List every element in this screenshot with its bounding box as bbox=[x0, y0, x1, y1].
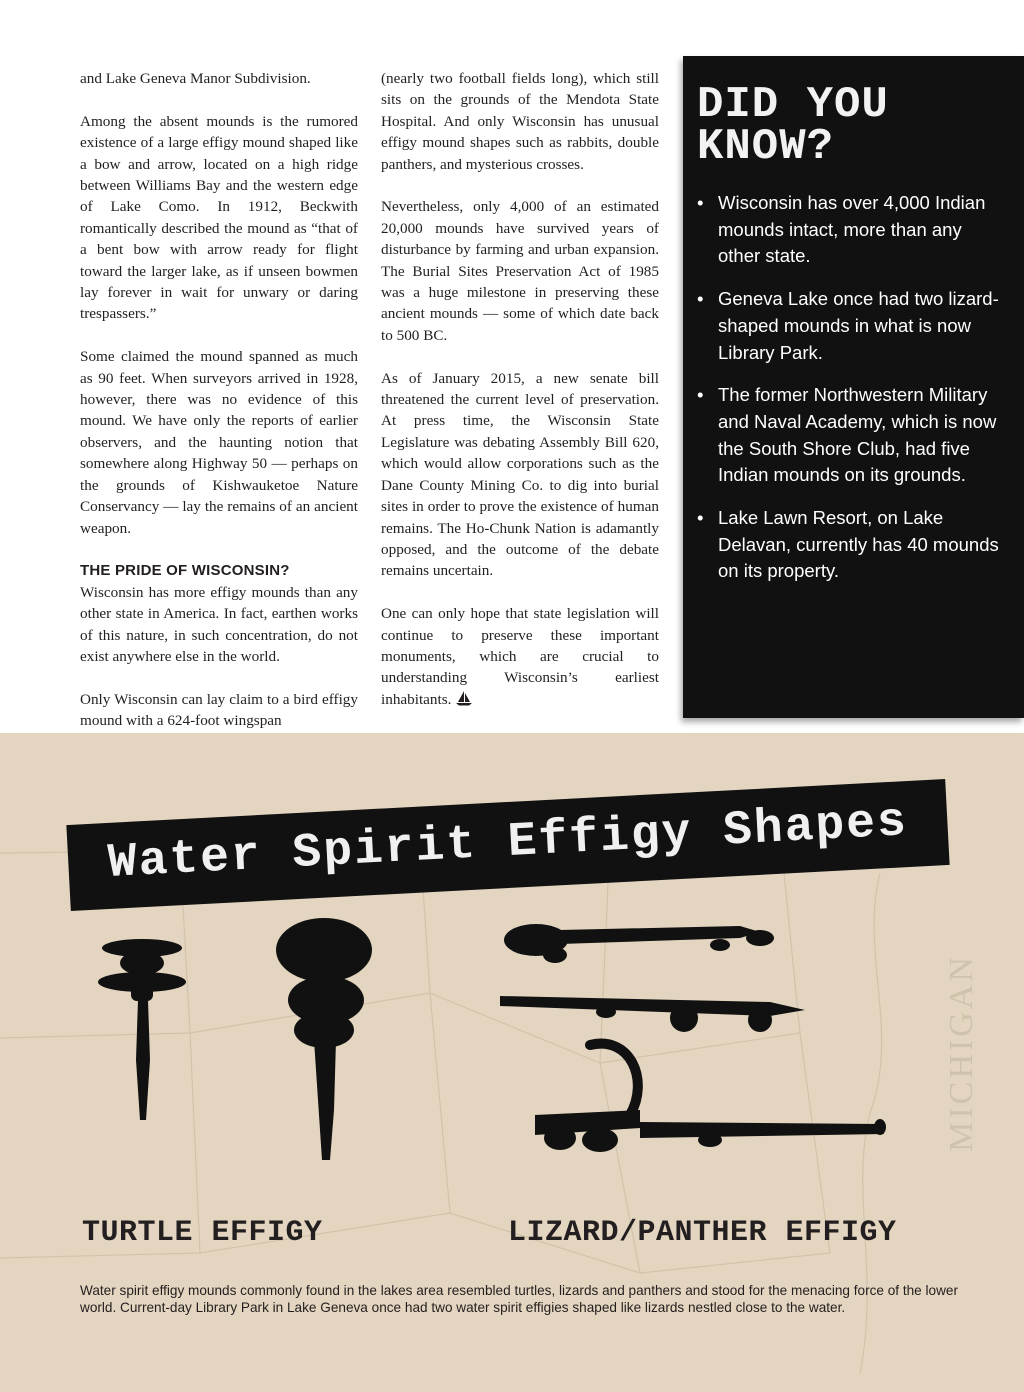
col2-paragraph-1: (nearly two football fields long), which still sits on the grounds of the Mendota State Hospital. And only Wisconsin has unusual effigy mound shapes such as rabbits, double panthers, and mysterious crosses. bbox=[381, 70, 659, 173]
bullet-glyph: • bbox=[697, 288, 704, 310]
fact-text: Wisconsin has over 4,000 Indian mounds intact, more than any other state. bbox=[718, 192, 986, 267]
fact-text: Lake Lawn Resort, on Lake Delavan, currently has 40 mounds on its property. bbox=[718, 507, 999, 582]
fact-text: The former Northwestern Military and Naval Academy, which is now the South Shore Club, had five Indian mounds on its grounds. bbox=[718, 384, 997, 486]
turtle-effigy-shape-1 bbox=[98, 939, 186, 1120]
bullet-glyph: • bbox=[697, 384, 704, 406]
lizard-effigy-shape-2 bbox=[500, 996, 805, 1032]
turtle-effigy-shape-2 bbox=[276, 918, 372, 1160]
title-line-2: KNOW? bbox=[697, 122, 835, 172]
lizard-effigy-shape-3 bbox=[640, 1119, 886, 1147]
fact-text: Geneva Lake once had two lizard-shaped mounds in what is now Library Park. bbox=[718, 288, 999, 363]
bullet-glyph: • bbox=[697, 192, 704, 213]
col1-paragraph-1: and Lake Geneva Manor Subdivision. bbox=[80, 70, 311, 87]
col2-paragraph-3: As of January 2015, a new senate bill threatened the current level of preservation. At press time, the Wisconsin State Legislature was debating Assembly Bill 620, which would allow corporations such as the Dane County Mining Co. to dig into burial sites in order to prove the existence of human remains. The Ho-Chunk Nation is adamantly opposed, and the outcome of the debate remains uncertain. bbox=[381, 369, 659, 580]
effigy-caption: Water spirit effigy mounds commonly found in the lakes area resembled turtles, lizards and panthers and stood for the menacing force of the lower world. Current-day Library Park in Lake Geneva once had two water spirit effigies shaped like lizards nestled close to the water. bbox=[80, 1283, 959, 1316]
map-state-label: MICHIGAN bbox=[943, 954, 980, 1152]
panther-effigy-shape bbox=[535, 1044, 640, 1152]
closing-paragraph-text: One can only hope that state legislation will continue to preserve these important monuments, which are crucial to understanding Wisconsin’s earliest inhabitants. bbox=[381, 605, 659, 708]
lizard-effigy-shape-1 bbox=[504, 924, 774, 963]
section-subhead: THE PRIDE OF WISCONSIN? bbox=[80, 562, 290, 580]
col1-paragraph-5: Only Wisconsin can lay claim to a bird effigy mound with a 624-foot wingspan bbox=[80, 690, 358, 730]
col1-paragraph-3: Some claimed the mound spanned as much as 90 feet. When surveyors arrived in 1928, however, there was no evidence of this mound. We have only the reports of earlier observers, and the haunting notion that somewhere along Highway 50 — perhaps on the grounds of Kishwauketoe Nature Conservancy — lay the remains of an ancient weapon. bbox=[80, 348, 358, 537]
bullet-glyph: • bbox=[697, 507, 704, 529]
col2-paragraph-2: Nevertheless, only 4,000 of an estimated 20,000 mounds have survived years of disturbance by farming and urban expansion. The Burial Sites Preservation Act of 1985 was a huge milestone in preserving these ancient mounds — some of which date back to 500 BC. bbox=[381, 198, 659, 344]
banner-title: Water Spirit Effigy Shapes bbox=[106, 795, 910, 891]
col1-paragraph-2: Among the absent mounds is the rumored existence of a large effigy mound shaped like a bow and arrow, located on a high ridge between Williams Bay and the western edge of Lake Como. In 1912, Beckwith romantically described the mound as “that of a bent bow with arrow ready for flight toward the larger lake, as if unseen bowmen lay forever in wait for unwary or daring trespassers.” bbox=[80, 112, 358, 323]
turtle-effigy-label: TURTLE EFFIGY bbox=[82, 1216, 323, 1250]
col1-paragraph-4: Wisconsin has more effigy mounds than any other state in America. In fact, earthen works of this nature, in such concentration, do not exist anywhere else in the world. bbox=[80, 583, 358, 665]
lizard-panther-effigy-label: LIZARD/PANTHER EFFIGY bbox=[508, 1216, 897, 1250]
title-line-1: DID YOU bbox=[697, 80, 889, 130]
